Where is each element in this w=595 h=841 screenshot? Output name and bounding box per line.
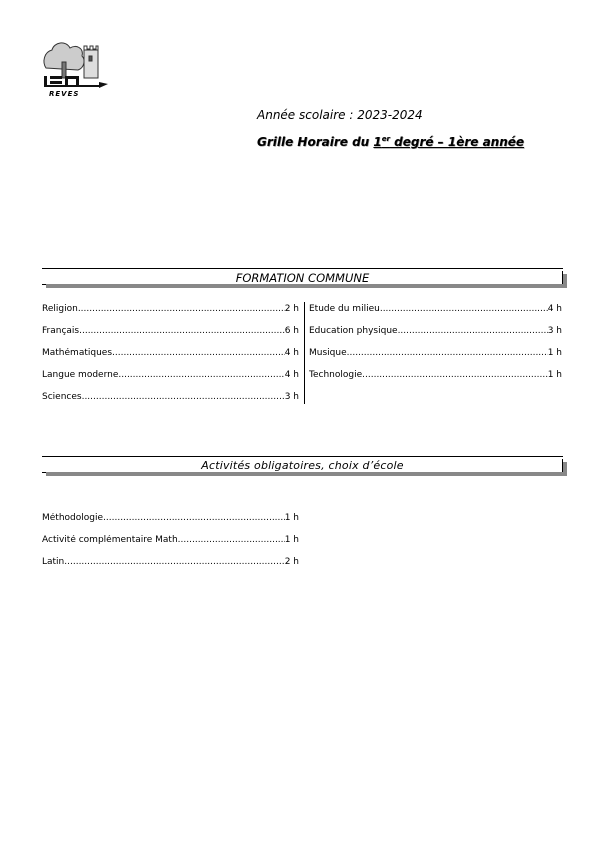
title-degree-number: 1 <box>373 135 382 149</box>
activity-hours: 1 h <box>284 513 299 523</box>
page-title <box>257 135 524 149</box>
list-item <box>42 513 299 523</box>
list-item <box>309 326 562 336</box>
column-divider <box>304 302 305 404</box>
subject-label: Etude du milieu <box>309 304 380 314</box>
list-item <box>42 557 299 567</box>
list-item <box>42 348 299 358</box>
list-item <box>309 370 562 380</box>
list-item <box>309 304 562 314</box>
list-item <box>42 370 299 380</box>
subject-hours: 4 h <box>547 304 562 314</box>
subject-label: Religion <box>42 304 78 314</box>
section-heading-activites <box>42 456 563 471</box>
subject-hours: 1 h <box>547 370 562 380</box>
subject-label: Mathématiques <box>42 348 113 358</box>
list-item <box>42 392 299 402</box>
subject-hours: 3 h <box>284 392 299 402</box>
section-heading-label: FORMATION COMMUNE <box>235 271 370 285</box>
subject-hours: 4 h <box>284 370 299 380</box>
list-item <box>42 535 299 545</box>
list-item <box>42 304 299 314</box>
title-degree-word: degré – 1ère année <box>389 135 525 149</box>
list-item <box>309 348 562 358</box>
subject-label: Français <box>42 326 80 336</box>
subject-label: Education physique <box>309 326 398 336</box>
subject-label: Technologie <box>309 370 363 380</box>
activity-label: Méthodologie <box>42 513 104 523</box>
logo-text: REVES <box>49 90 80 98</box>
activity-hours: 1 h <box>284 535 299 545</box>
subject-hours: 4 h <box>284 348 299 358</box>
section-heading-formation-commune <box>42 268 563 283</box>
activity-hours: 2 h <box>284 557 299 567</box>
subject-label: Musique <box>309 348 347 358</box>
title-degree-superscript: er <box>381 135 390 143</box>
section-heading-label: Activités obligatoires, choix d’école <box>201 459 404 472</box>
school-year: Année scolaire : 2023-2024 <box>257 108 423 122</box>
subject-hours: 1 h <box>547 348 562 358</box>
title-degree <box>373 135 524 149</box>
title-prefix: Grille Horaire du <box>257 135 374 149</box>
subject-hours: 6 h <box>284 326 299 336</box>
activity-label: Latin <box>42 557 65 567</box>
subject-label: Langue moderne <box>42 370 119 380</box>
activity-label: Activité complémentaire Math <box>42 535 178 545</box>
subject-hours: 3 h <box>547 326 562 336</box>
subject-hours: 2 h <box>284 304 299 314</box>
subject-label: Sciences <box>42 392 82 402</box>
list-item <box>42 326 299 336</box>
